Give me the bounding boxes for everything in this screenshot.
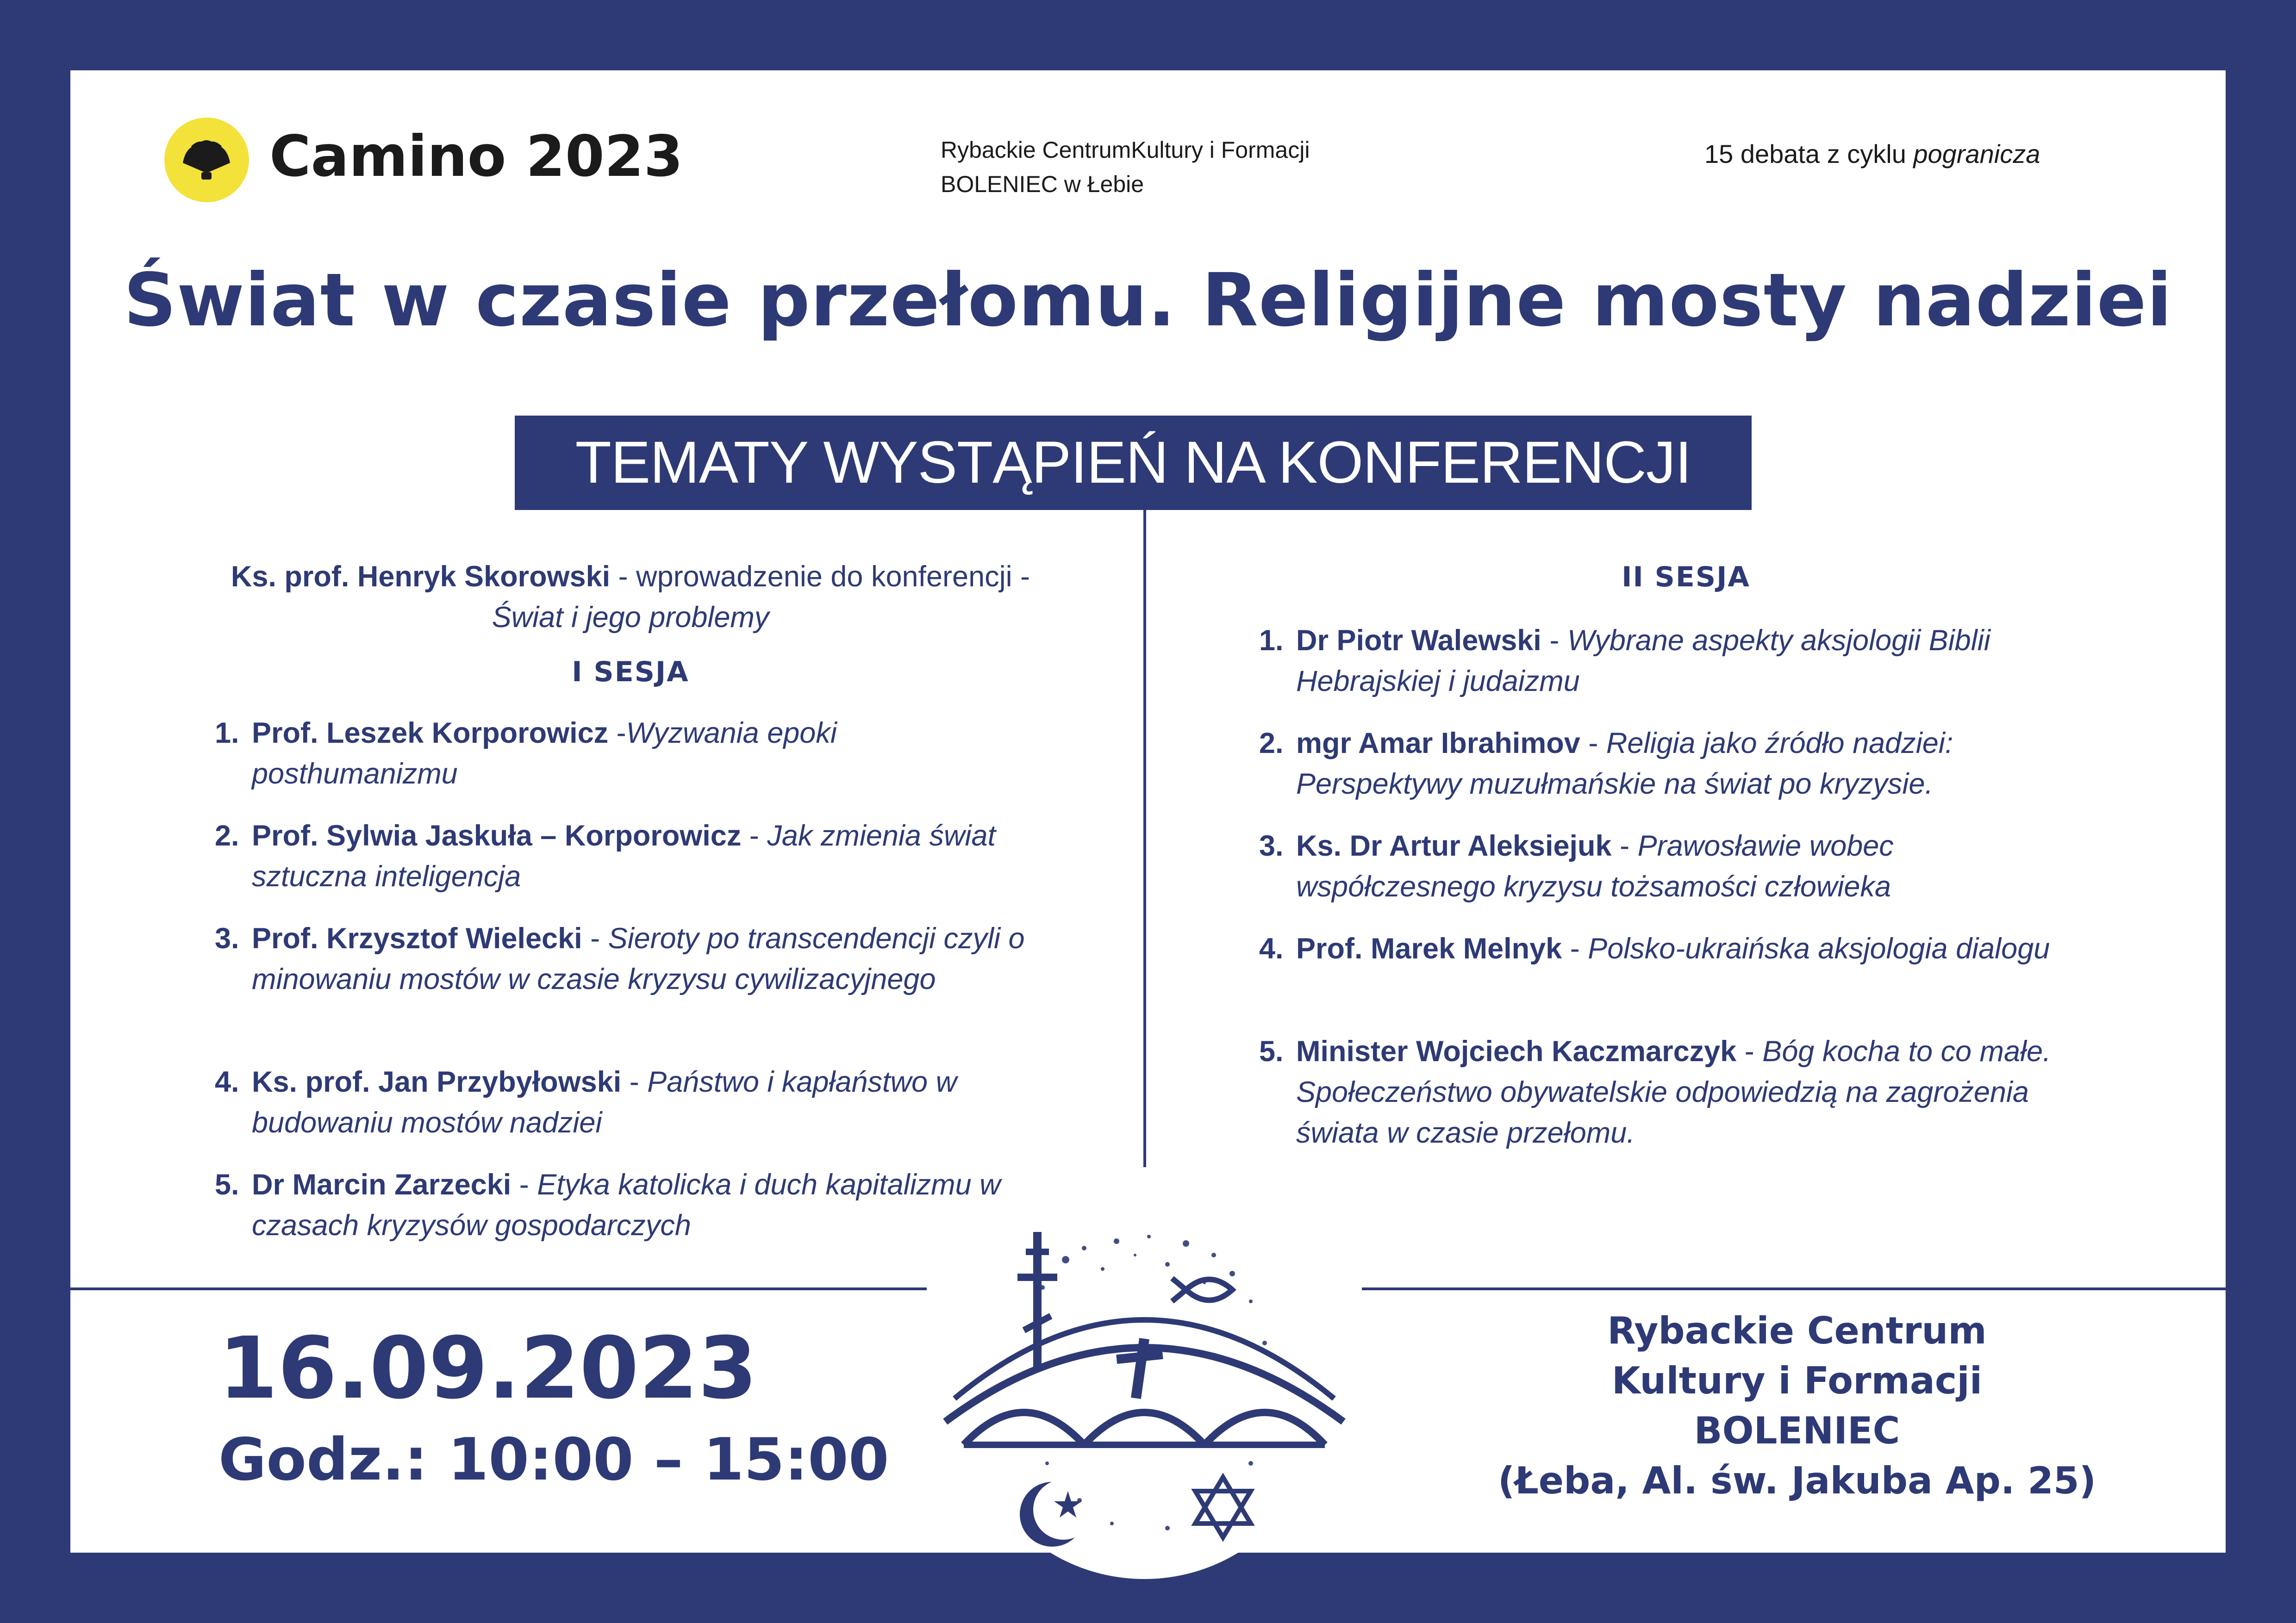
poster-card (70, 70, 2226, 1553)
item-number: 2. (215, 820, 239, 852)
item-number: 4. (215, 1066, 239, 1098)
item-speaker: Prof. Krzysztof Wielecki (252, 922, 582, 955)
session-2-item (1259, 1031, 2074, 1153)
venue-line-3: BOLENIEC (1694, 1409, 1900, 1452)
session-2-item (1259, 826, 2074, 907)
item-speaker: mgr Amar Ibrahimov (1296, 727, 1580, 759)
item-speaker: Prof. Marek Melnyk (1296, 933, 1562, 965)
item-number: 1. (1259, 624, 1284, 657)
intro-description: - wprowadzenie do konferencji - (610, 560, 1030, 593)
series-prefix: 15 debata z cyklu (1704, 139, 1914, 168)
column-divider (1143, 510, 1146, 1167)
venue-line-4: (Łeba, Al. św. Jakuba Ap. 25) (1497, 1459, 2096, 1502)
item-separator: - (741, 820, 767, 852)
item-separator: - (582, 922, 608, 955)
item-topic: Państwo i kapłaństwo w budowaniu mostów nadziei (252, 1066, 957, 1139)
item-separator: - (621, 1066, 648, 1098)
item-separator: - (1580, 727, 1606, 759)
religious-bridge-emblem (927, 1204, 1362, 1584)
session-1-item (215, 815, 1029, 897)
item-number: 5. (215, 1169, 239, 1201)
scallop-shell-icon (164, 118, 249, 202)
organizer-line-2: BOLENIEC w Łebie (941, 171, 1144, 197)
item-topic: Religia jako źródło nadziei: Perspektywy muzułmańskie na świat po kryzysie. (1296, 727, 1953, 800)
event-date: 16.09.2023 (218, 1319, 758, 1418)
intro-topic: Świat i jego problemy (492, 601, 769, 634)
session-1-item (215, 918, 1029, 1000)
item-speaker: Dr Marcin Zarzecki (252, 1169, 512, 1201)
session-2-item (1259, 723, 2074, 804)
session-1-title: I SESJA (572, 656, 689, 688)
item-number: 3. (1259, 830, 1284, 862)
item-separator: - (1541, 624, 1567, 657)
item-topic: Wyzwania epoki posthumanizmu (252, 717, 837, 790)
session-2-item (1259, 620, 2074, 702)
item-separator: - (1736, 1035, 1763, 1068)
intro-text (209, 556, 1052, 638)
item-separator: - (1562, 933, 1588, 965)
session-1-item (215, 1164, 1029, 1246)
item-separator: - (511, 1169, 537, 1201)
session-2-item (1259, 928, 2074, 969)
organizer-name (941, 133, 1310, 201)
item-number: 1. (215, 717, 239, 749)
venue-address (1404, 1306, 2190, 1506)
item-speaker: Minister Wojciech Kaczmarczyk (1296, 1035, 1737, 1068)
item-topic: Sieroty po transcendencji czyli o minowaniu mostów w czasie kryzysu cywilizacyjnego (252, 922, 1025, 995)
footer-divider-right (1362, 1287, 2226, 1290)
venue-line-2: Kultury i Formacji (1611, 1359, 1983, 1402)
item-topic: Polsko-ukraińska aksjologia dialogu (1588, 933, 2050, 965)
item-topic: Jak zmienia świat sztuczna inteligencja (252, 820, 996, 893)
footer-divider-left (70, 1287, 927, 1290)
topics-banner: TEMATY WYSTĄPIEŃ NA KONFERENCJI (515, 416, 1752, 510)
item-number: 4. (1259, 933, 1284, 965)
series-name: pogranicza (1913, 139, 2040, 168)
session-1-item (215, 713, 1029, 794)
logo-text: Camino 2023 (269, 124, 683, 189)
venue-line-1: Rybackie Centrum (1607, 1309, 1987, 1352)
session-1-item (215, 1062, 1029, 1143)
item-topic: Wybrane aspekty aksjologii Biblii Hebrajskiej i judaizmu (1296, 624, 1990, 697)
item-number: 2. (1259, 727, 1284, 759)
intro-speaker: Ks. prof. Henryk Skorowski (231, 560, 611, 593)
item-speaker: Prof. Leszek Korporowicz (252, 717, 609, 749)
session-2-title: II SESJA (1622, 561, 1750, 593)
organizer-line-1: Rybackie CentrumKultury i Formacji (941, 137, 1310, 163)
item-separator: - (608, 717, 626, 749)
item-speaker: Prof. Sylwia Jaskuła – Korporowicz (252, 820, 742, 852)
item-speaker: Ks. prof. Jan Przybyłowski (252, 1066, 622, 1098)
item-speaker: Dr Piotr Walewski (1296, 624, 1541, 657)
item-number: 5. (1259, 1035, 1284, 1068)
item-separator: - (1611, 830, 1638, 862)
page-title: Świat w czasie przełomu. Religijne mosty nadziei (124, 258, 2172, 343)
item-number: 3. (215, 922, 239, 955)
series-label (1704, 139, 2040, 169)
item-topic: Etyka katolicka i duch kapitalizmu w czasach kryzysów gospodarczych (252, 1169, 1001, 1242)
item-topic: Bóg kocha to co małe. Społeczeństwo obywatelskie odpowiedzią na zagrożenia świata w czasie przełomu. (1296, 1035, 2051, 1149)
item-topic: Prawosławie wobec współczesnego kryzysu tożsamości człowieka (1296, 830, 1894, 903)
event-time: Godz.: 10:00 – 15:00 (218, 1425, 889, 1493)
item-speaker: Ks. Dr Artur Aleksiejuk (1296, 830, 1612, 862)
